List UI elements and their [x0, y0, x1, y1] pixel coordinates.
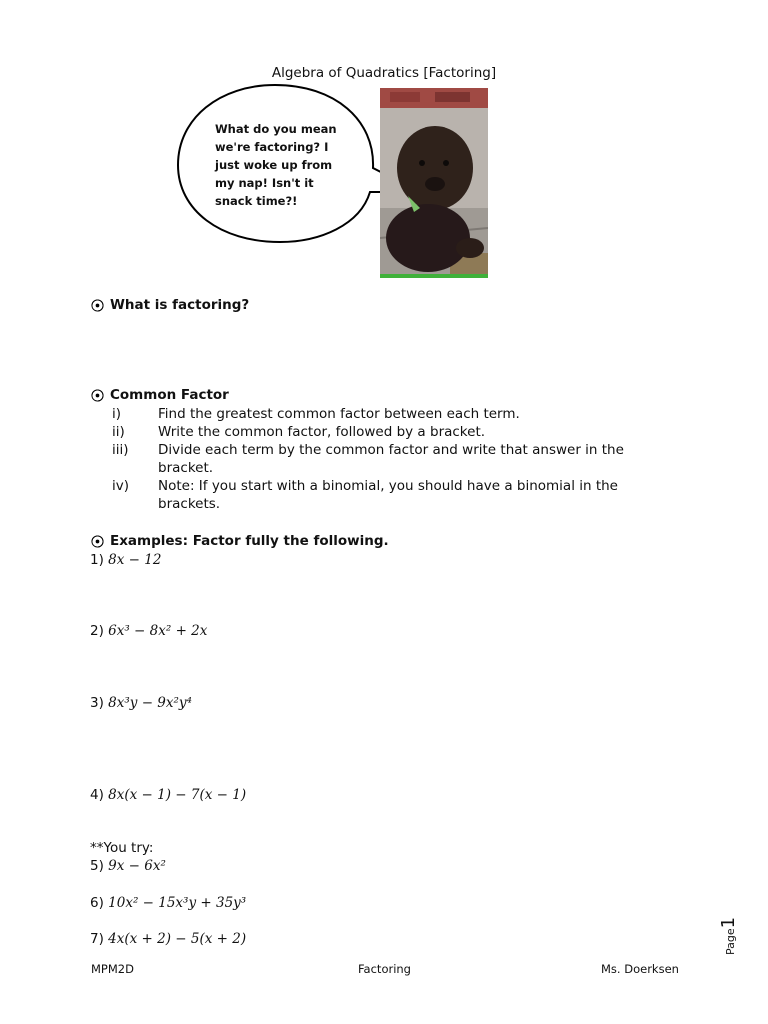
list-item: iv) Note: If you start with a binomial, you should have a binomial in the brackets.	[112, 478, 618, 512]
example-2: 2) 6x³ − 8x² + 2x	[90, 623, 208, 639]
speech-bubble-text: What do you mean we're factoring? I just woke up from my nap! Isn't it snack time?!	[215, 122, 337, 208]
footer-course: MPM2D	[91, 962, 134, 976]
practice-7: 7) 4x(x + 2) − 5(x + 2)	[90, 931, 247, 947]
footer-teacher: Ms. Doerksen	[601, 962, 679, 976]
common-factor-steps	[112, 405, 628, 513]
you-try-label: **You try:	[90, 840, 154, 856]
bullet-swirl-icon	[91, 299, 104, 312]
example-3: 3) 8x³y − 9x²y⁴	[90, 695, 192, 711]
section-common-factor: Common Factor	[91, 387, 229, 403]
list-item: i) Find the greatest common factor between each term.	[112, 406, 520, 422]
section-examples: Examples: Factor fully the following.	[91, 533, 389, 549]
bullet-swirl-icon	[91, 389, 104, 402]
page-number: Page1	[718, 916, 739, 955]
list-item: iii) Divide each term by the common factor and write that answer in the bracket.	[112, 442, 624, 476]
example-4: 4) 8x(x − 1) − 7(x − 1)	[90, 787, 247, 803]
footer-topic: Factoring	[358, 962, 411, 976]
puppy-photo	[380, 88, 488, 278]
example-1: 1) 8x − 12	[90, 552, 162, 568]
section-what-is-factoring: What is factoring?	[91, 297, 249, 313]
page-title: Algebra of Quadratics [Factoring]	[271, 65, 497, 81]
practice-5: 5) 9x − 6x²	[90, 858, 166, 874]
list-item: ii) Write the common factor, followed by a bracket.	[112, 424, 486, 440]
bullet-swirl-icon	[91, 535, 104, 548]
practice-6: 6) 10x² − 15x³y + 35y³	[90, 895, 247, 911]
